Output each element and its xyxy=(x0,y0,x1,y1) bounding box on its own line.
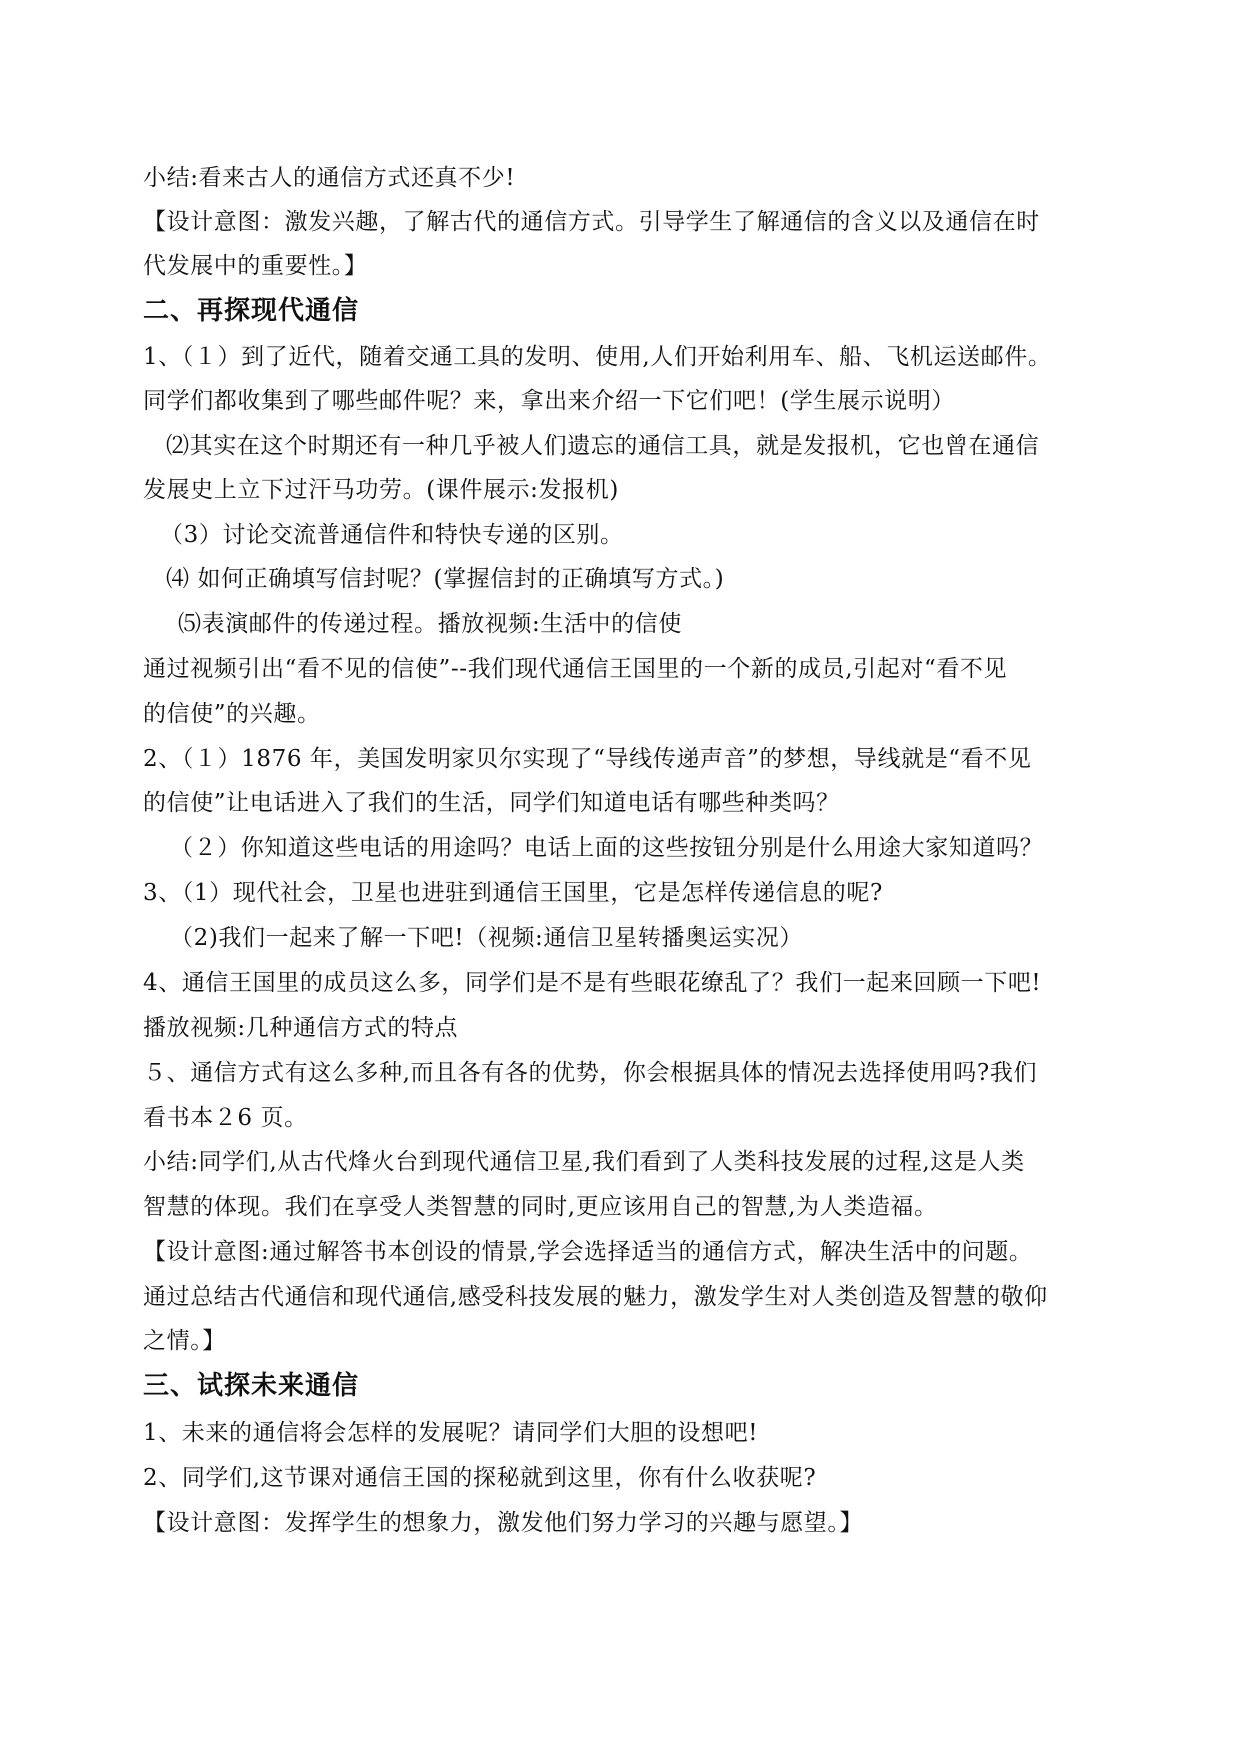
design-intent-2-line-2: 通过总结古代通信和现代通信,感受科技发展的魅力，激发学生对人类创造及智慧的敬仰 xyxy=(143,1284,1048,1310)
design-intent-2-line-3: 之情。】 xyxy=(143,1328,226,1354)
summary-ancient: 小结:看来古人的通信方式还真不少! xyxy=(143,165,516,191)
paragraph-line: （3）讨论交流普通信件和特快专递的区别。 xyxy=(160,522,624,548)
paragraph-line: 2、（１）1876 年，美国发明家贝尔实现了“导线传递声音”的梦想，导线就是“看不见 xyxy=(143,746,1032,772)
summary-modern-line-2: 智慧的体现。我们在享受人类智慧的同时,更应该用自己的智慧,为人类造福。 xyxy=(143,1194,938,1220)
design-intent-1-line-2: 代发展中的重要性。】 xyxy=(143,253,368,279)
design-intent-3: 【设计意图：发挥学生的想象力，激发他们努力学习的兴趣与愿望。】 xyxy=(143,1510,864,1536)
paragraph-line: 的信使”让电话进入了我们的生活，同学们知道电话有哪些种类吗？ xyxy=(143,790,840,816)
paragraph-line: 发展史上立下过汗马功劳。(课件展示:发报机) xyxy=(143,477,619,503)
paragraph-line: ⑷ 如何正确填写信封呢？(掌握信封的正确填写方式。) xyxy=(166,566,725,592)
design-intent-1-line-1: 【设计意图：激发兴趣，了解古代的通信方式。引导学生了解通信的含义以及通信在时 xyxy=(143,209,1040,235)
paragraph-line: ⑵其实在这个时期还有一种几乎被人们遗忘的通信工具，就是发报机，它也曾在通信 xyxy=(166,433,1040,459)
paragraph-line: （2)我们一起来了解一下吧!（视频:通信卫星转播奥运实况） xyxy=(170,925,803,951)
paragraph-line: 通过视频引出“看不见的信使”--我们现代通信王国里的一个新的成员,引起对“看不见 xyxy=(143,656,1008,682)
section-heading-future: 三、试探未来通信 xyxy=(143,1371,360,1401)
section-heading-modern: 二、再探现代通信 xyxy=(143,296,360,326)
paragraph-line: 1、（１）到了近代，随着交通工具的发明、使用,人们开始利用车、船、飞机运送邮件。 xyxy=(143,344,1052,370)
paragraph-line: ⑸表演邮件的传递过程。播放视频:生活中的信使 xyxy=(178,611,682,637)
paragraph-line: 同学们都收集到了哪些邮件呢？来，拿出来介绍一下它们吧！(学生展示说明） xyxy=(143,388,955,414)
paragraph-line: 播放视频:几种通信方式的特点 xyxy=(143,1015,459,1041)
paragraph-line: ５、通信方式有这么多种,而且各有各的优势，你会根据具体的情况去选择使用吗?我们 xyxy=(143,1060,1038,1086)
design-intent-2-line-1: 【设计意图:通过解答书本创设的情景,学会选择适当的通信方式，解决生活中的问题。 xyxy=(143,1239,1033,1265)
paragraph-line: 4、通信王国里的成员这么多，同学们是不是有些眼花缭乱了？我们一起来回顾一下吧! xyxy=(143,970,1042,996)
paragraph-line: （２）你知道这些电话的用途吗？电话上面的这些按钮分别是什么用途大家知道吗？ xyxy=(170,835,1044,861)
summary-modern-line-1: 小结:同学们,从古代烽火台到现代通信卫星,我们看到了人类科技发展的过程,这是人类 xyxy=(143,1149,1025,1175)
paragraph-line: 3、（1）现代社会，卫星也进驻到通信王国里，它是怎样传递信息的呢? xyxy=(143,880,883,906)
paragraph-line: 2、同学们,这节课对通信王国的探秘就到这里，你有什么收获呢? xyxy=(143,1465,817,1491)
paragraph-line: 看书本２6 页。 xyxy=(143,1105,308,1131)
paragraph-line: 1、未来的通信将会怎样的发展呢？请同学们大胆的设想吧! xyxy=(143,1420,759,1446)
paragraph-line: 的信使”的兴趣。 xyxy=(143,701,321,727)
